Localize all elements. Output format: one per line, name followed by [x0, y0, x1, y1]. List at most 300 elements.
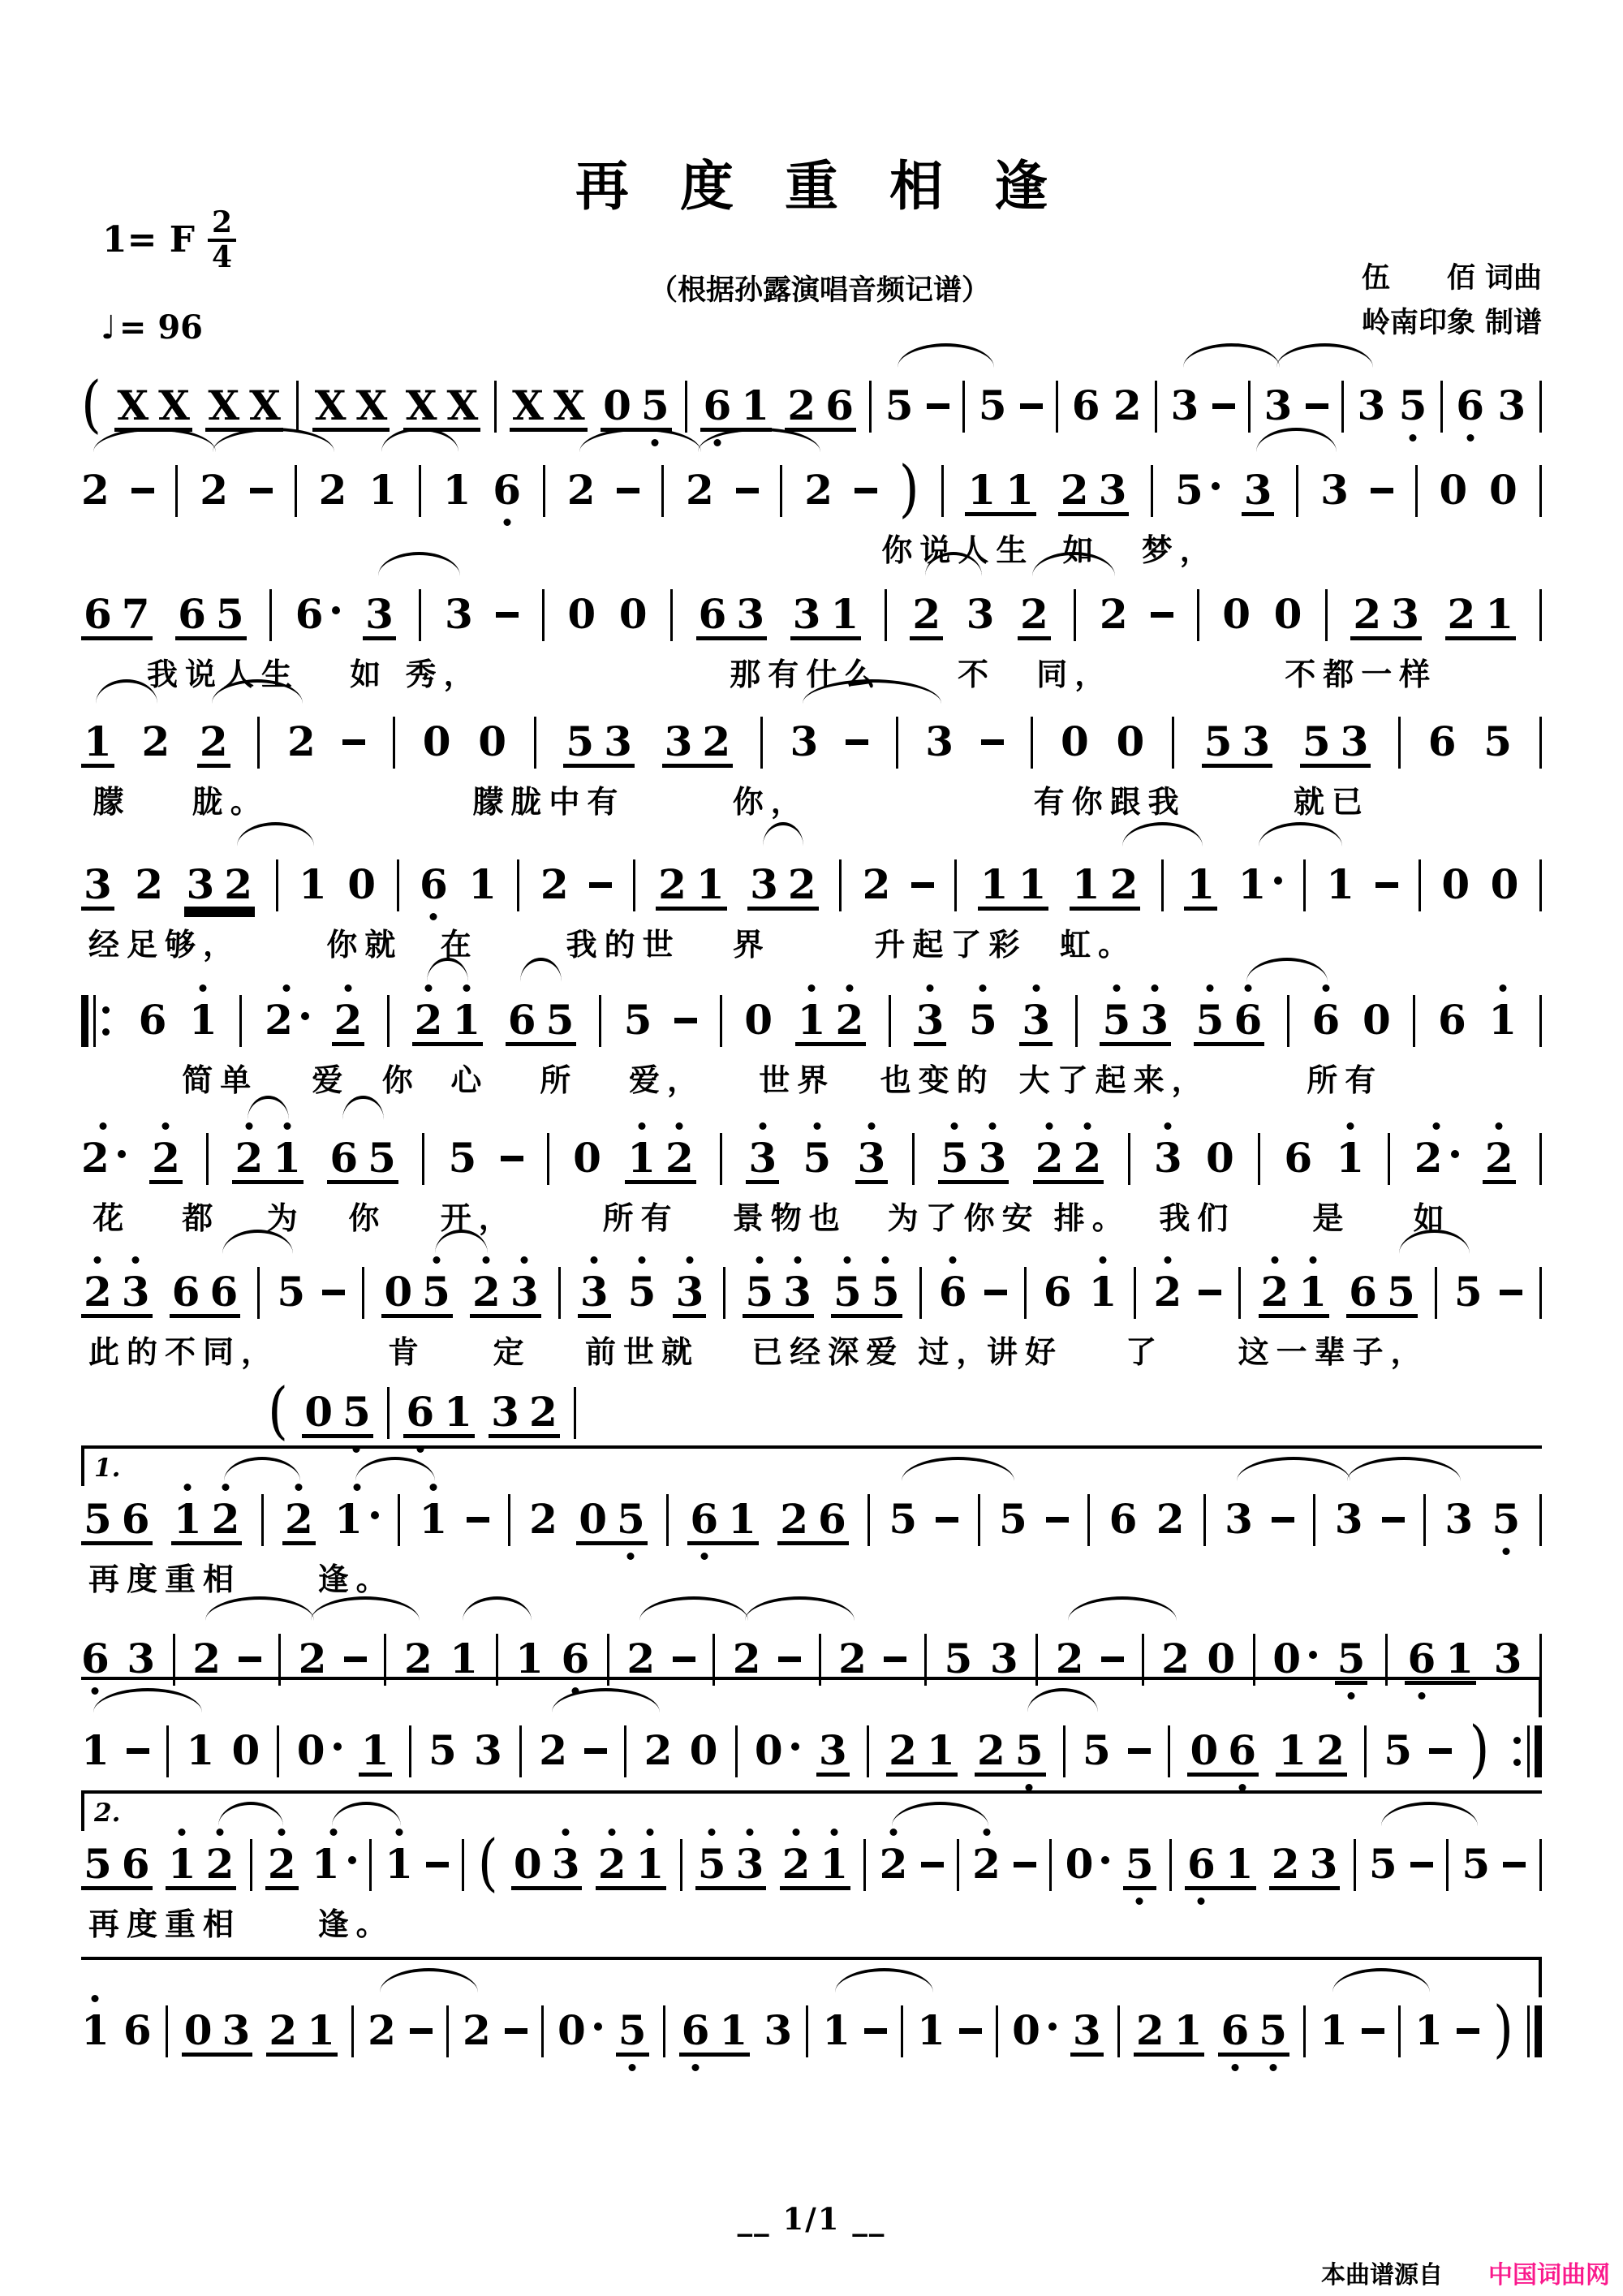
barline	[398, 1494, 400, 1546]
note	[698, 1842, 726, 1886]
augmentation-dot	[1309, 1651, 1317, 1659]
beam-group	[1445, 592, 1517, 640]
note-digit: 3	[748, 1134, 777, 1182]
note-digit: 3	[1022, 996, 1051, 1044]
note-digit: 1	[635, 1840, 665, 1888]
note-digit: 3	[1320, 466, 1349, 514]
beam-group	[81, 860, 114, 911]
octave-dot-below	[1231, 2064, 1238, 2071]
note-digit: 0	[347, 860, 377, 908]
note-digit: 6	[419, 860, 448, 908]
note-digit: 5	[215, 590, 244, 638]
note-digit: 3	[491, 1388, 519, 1436]
barline	[723, 1267, 725, 1319]
note-digit: 1	[334, 1495, 363, 1543]
phrase-paren: )	[1469, 1714, 1490, 1786]
note-digit: 2	[644, 1726, 673, 1774]
note	[222, 2006, 251, 2054]
note	[81, 1637, 110, 1681]
lyric-syllable: 我的世	[566, 926, 681, 963]
note-digit: 5	[566, 717, 595, 765]
note	[1074, 1136, 1102, 1180]
note	[1278, 1726, 1307, 1774]
duration-dash	[1457, 2028, 1479, 2034]
note	[999, 1497, 1027, 1541]
note-digit: 2	[267, 1840, 296, 1888]
note	[1186, 860, 1216, 908]
beam-group	[302, 1390, 373, 1438]
note-digit: 5	[1337, 1635, 1366, 1682]
note-digit: 5	[448, 1134, 477, 1182]
duration-dash	[736, 488, 759, 493]
note	[1454, 1270, 1483, 1314]
beam-group	[1242, 468, 1275, 516]
note	[561, 1637, 589, 1681]
notes-row	[81, 449, 1542, 525]
octave-dot-above	[92, 1995, 99, 2002]
note	[510, 1270, 539, 1314]
octave-dot-above	[867, 1122, 875, 1130]
note	[1020, 592, 1048, 636]
note	[445, 592, 473, 636]
beam-group	[910, 592, 943, 640]
tie-arc	[1276, 343, 1373, 368]
note	[1099, 468, 1127, 512]
beam-group	[1184, 860, 1217, 911]
note-digit: 6	[1311, 996, 1341, 1044]
lyric-syllable: 在	[440, 926, 479, 963]
note	[152, 1136, 180, 1180]
barline	[1539, 589, 1542, 641]
note-digit: X	[355, 381, 388, 429]
lyric-syllable: 前世就	[585, 1333, 700, 1370]
note	[312, 1842, 356, 1886]
octave-dot-above	[162, 1122, 170, 1130]
note-digit: 3	[1098, 466, 1127, 514]
note	[1109, 1497, 1138, 1541]
note-digit: 5	[1102, 996, 1131, 1044]
octave-dot-above	[463, 984, 470, 992]
source-site-link[interactable]: 中国词曲网	[1488, 2261, 1610, 2290]
barline	[1539, 1839, 1542, 1891]
note	[472, 1270, 501, 1314]
note-digit: 6	[938, 1268, 967, 1316]
notes-row	[81, 1709, 1542, 1786]
beam-group	[1019, 998, 1053, 1046]
note-digit: 0	[296, 1726, 325, 1774]
note-digit: 1	[695, 860, 725, 908]
beam-group	[470, 1270, 541, 1318]
barline	[1075, 995, 1078, 1047]
note	[699, 592, 727, 636]
note	[347, 860, 377, 908]
note-digit: X	[314, 381, 347, 429]
lyric-syllable: 排。	[1053, 1200, 1130, 1236]
octave-dot-above	[846, 984, 853, 992]
note-digit: 2	[1316, 1726, 1345, 1774]
note-digit: 6	[121, 1495, 150, 1543]
lyric-syllable: 那有什么	[730, 656, 883, 692]
octave-dot-above	[200, 984, 207, 992]
note-digit: 2	[1161, 1635, 1190, 1682]
note-digit: 3	[1140, 996, 1169, 1044]
octave-dot-above	[830, 1829, 837, 1836]
note	[1310, 1842, 1338, 1886]
notes-row	[81, 1117, 1542, 1185]
note-digit: 2	[205, 1840, 235, 1888]
note-digit: 2	[1153, 1268, 1182, 1316]
barline	[166, 1725, 169, 1777]
note	[231, 1726, 260, 1774]
credit-lyricist-composer: 伍 佰 词曲	[1361, 261, 1542, 295]
note	[365, 592, 394, 636]
lyric-syllable: 再度重相	[88, 1561, 242, 1597]
note-digit: 1	[1005, 466, 1034, 514]
note-digit: 2	[626, 1635, 656, 1682]
note-digit: 2	[265, 996, 293, 1044]
note	[84, 717, 112, 765]
octave-dot-above	[708, 1829, 716, 1836]
duration-dash	[959, 2028, 982, 2034]
barline	[996, 2005, 998, 2057]
note-digit: 6	[1437, 996, 1466, 1044]
lyric-syllable: 我说人生	[147, 656, 300, 692]
note-digit: 2	[781, 1840, 811, 1888]
beam-group	[696, 592, 768, 640]
source-attribution	[1321, 2255, 1610, 2290]
beam-group	[511, 1842, 583, 1890]
note-digit: 5	[1302, 717, 1331, 765]
note	[818, 1497, 846, 1541]
duration-dash	[250, 488, 273, 493]
note	[1261, 1270, 1289, 1314]
note	[748, 1136, 777, 1180]
note-digit: 0	[422, 717, 451, 765]
note	[990, 1637, 1018, 1681]
notes-row	[81, 979, 1542, 1047]
note	[912, 592, 941, 636]
note-digit: 1	[368, 466, 397, 514]
note-digit: 0	[1441, 860, 1470, 908]
note	[84, 1842, 112, 1886]
augmentation-dot	[348, 1856, 356, 1864]
note	[1225, 1497, 1253, 1541]
note-digit: 5	[968, 996, 997, 1044]
notes-row	[81, 1251, 1542, 1319]
note	[686, 468, 714, 512]
note-digit: 3	[915, 996, 945, 1044]
note-digit: 6	[178, 590, 206, 638]
note	[1312, 998, 1341, 1042]
note-digit: 5	[833, 1268, 862, 1316]
duration-dash	[239, 1656, 261, 1662]
lyric-syllable: 如	[1062, 532, 1101, 568]
duration-dash	[1382, 1517, 1405, 1523]
note	[979, 860, 1009, 908]
note	[81, 1726, 110, 1774]
duration-dash	[1500, 1290, 1522, 1295]
note-digit: 0	[1065, 1840, 1094, 1888]
tie-arc	[1399, 1230, 1470, 1254]
note	[628, 1270, 657, 1314]
phrase-paren: (	[268, 1376, 288, 1447]
note	[419, 1497, 447, 1541]
octave-dot-above	[245, 1122, 252, 1130]
note-digit: 6	[1349, 1268, 1377, 1316]
note-digit: 3	[1225, 1495, 1253, 1543]
note	[1489, 468, 1518, 512]
note	[1444, 1497, 1473, 1541]
beam-group	[965, 468, 1036, 516]
note	[736, 1842, 764, 1886]
note	[618, 2006, 647, 2054]
tie-arc	[520, 958, 562, 982]
note-digit: 1	[1225, 1840, 1254, 1888]
tie-arc	[698, 428, 820, 452]
note-digit: X	[208, 381, 240, 429]
note-digit: 0	[744, 996, 773, 1044]
lyrics-line	[81, 1899, 1542, 1940]
note-digit: 5	[84, 1840, 112, 1888]
octave-dot-above	[882, 1256, 889, 1264]
note-digit: X	[512, 381, 544, 429]
note	[508, 998, 536, 1042]
beam-group	[679, 2006, 751, 2057]
note-digit: 5	[697, 1840, 726, 1888]
lyric-syllable: 讲好	[987, 1333, 1064, 1370]
note	[452, 998, 480, 1042]
barline	[1258, 1133, 1260, 1185]
page-number	[0, 2201, 1623, 2237]
octave-dot-above	[295, 1484, 303, 1491]
tie-arc	[342, 1096, 384, 1120]
note-digit: 2	[199, 717, 228, 765]
note	[514, 1842, 542, 1886]
note	[745, 1270, 773, 1314]
beam-group	[489, 1390, 560, 1438]
note	[1427, 717, 1457, 765]
duration-dash	[505, 2028, 527, 2034]
barline	[462, 1839, 464, 1891]
note	[172, 1270, 200, 1314]
note-digit: 1	[979, 860, 1009, 908]
octave-dot-above	[1244, 984, 1251, 992]
octave-dot-above	[429, 1484, 437, 1491]
note-digit: 3	[735, 1840, 764, 1888]
barline	[1325, 589, 1328, 641]
note	[580, 1270, 609, 1314]
barline	[1203, 1494, 1206, 1546]
note-digit: 3	[978, 1134, 1007, 1182]
note	[299, 1637, 327, 1681]
lyric-syllable: 此的不同，	[88, 1333, 280, 1370]
note	[880, 1842, 908, 1886]
music-system	[81, 811, 1542, 963]
barline	[250, 1839, 252, 1891]
note	[450, 1637, 478, 1681]
duration-dash	[1429, 1748, 1452, 1754]
barline	[1388, 1133, 1390, 1185]
duration-dash	[981, 739, 1004, 745]
octave-dot-above	[591, 1256, 598, 1264]
barline	[666, 1494, 669, 1546]
key-signature	[102, 207, 236, 274]
note	[200, 468, 228, 512]
octave-dot-above	[989, 1122, 997, 1130]
note	[1175, 468, 1220, 512]
note-digit: 6	[209, 1268, 239, 1316]
octave-dot-above	[1099, 1256, 1106, 1264]
note	[675, 1270, 704, 1314]
note-digit: 6	[138, 996, 167, 1044]
note-digit: 6	[123, 2006, 152, 2054]
beam-group	[695, 1842, 767, 1890]
note-digit: 6	[1109, 1495, 1138, 1543]
beam-group	[1187, 1726, 1259, 1777]
note-digit: 1	[81, 2006, 110, 2054]
lyric-syllable: 虹。	[1060, 926, 1137, 963]
note-digit: 1	[822, 2006, 850, 2054]
barline	[806, 2005, 808, 2057]
note	[681, 2006, 710, 2054]
duration-dash	[1199, 1290, 1221, 1295]
note-digit: 0	[1190, 1726, 1219, 1774]
time-signature	[208, 207, 236, 274]
note	[798, 998, 826, 1042]
note-digit: 2	[658, 860, 687, 908]
note-digit: 2	[879, 1840, 908, 1888]
note-digit: 2	[1135, 2006, 1165, 2054]
note	[1072, 2006, 1101, 2054]
note-digit: 2	[463, 2006, 491, 2054]
note	[1438, 998, 1466, 1042]
note-digit: 2	[81, 1134, 110, 1182]
lyric-syllable: 爱，	[629, 1062, 706, 1098]
beam-group	[1269, 1842, 1341, 1890]
note-digit: 0	[1205, 1134, 1234, 1182]
note	[1363, 998, 1391, 1042]
tie-arc	[212, 679, 303, 704]
note-digit: 0	[1489, 466, 1518, 514]
music-system	[81, 1790, 1542, 1942]
tie-arc	[898, 343, 994, 368]
note-digit: 1	[741, 381, 770, 429]
note-digit: 5	[1453, 1268, 1483, 1316]
note-digit: 6	[690, 1495, 719, 1543]
notes-row	[81, 1618, 1542, 1686]
lyric-syllable: 逢。	[317, 1906, 394, 1942]
note-digit: 0	[304, 1388, 334, 1436]
beam-group	[1259, 1270, 1330, 1318]
note-digit: 6	[1071, 381, 1100, 429]
barline	[1539, 1133, 1542, 1185]
octave-dot-above	[353, 1484, 360, 1491]
lyric-syllable: 爱	[312, 1062, 351, 1098]
note-digit: 2	[838, 1635, 867, 1682]
beam-group	[625, 1136, 696, 1184]
barline	[1024, 1267, 1027, 1319]
tie-arc	[1256, 428, 1336, 452]
repeat-begin-barline	[81, 995, 116, 1047]
barline	[1087, 1494, 1090, 1546]
lyric-syllable: 你说人生	[881, 532, 1035, 568]
note-digit: 3	[857, 1134, 886, 1182]
note	[976, 1726, 1005, 1774]
lyric-syllable: 就已	[1294, 783, 1371, 820]
barline	[1539, 995, 1542, 1047]
duration-dash	[501, 1156, 523, 1161]
note-digit: 1	[1414, 2006, 1443, 2054]
beam-group	[831, 1270, 902, 1318]
note-digit: 2	[1073, 1134, 1102, 1182]
note-digit: 1	[1173, 2006, 1203, 2054]
octave-dot-above	[1346, 1122, 1354, 1130]
credit-transcriber: 岭南印象 制谱	[1361, 306, 1542, 340]
note-digit: 3	[222, 2006, 251, 2054]
note	[540, 860, 569, 908]
note	[304, 1390, 333, 1434]
barline	[1539, 1494, 1542, 1546]
note-digit: 3	[818, 1726, 847, 1774]
music-system	[81, 1218, 1542, 1370]
barline	[295, 465, 297, 517]
barline	[1168, 1725, 1170, 1777]
note	[979, 1136, 1007, 1180]
note	[552, 1842, 580, 1886]
barline	[624, 1725, 626, 1777]
lyric-syllable: 花	[93, 1200, 131, 1236]
barline	[206, 1133, 209, 1185]
note-digit: 3	[186, 860, 215, 908]
note	[422, 717, 451, 765]
augmentation-dot	[1048, 2022, 1057, 2031]
note	[780, 1497, 808, 1541]
barline	[720, 995, 722, 1047]
barline	[735, 1725, 738, 1777]
lyric-syllable: 你	[348, 1200, 387, 1236]
octave-dot-above	[562, 1829, 570, 1836]
note-digit: 2	[298, 1635, 327, 1682]
beam-group	[816, 1726, 850, 1777]
note-digit: 0	[1439, 466, 1468, 514]
octave-dot-above	[283, 1122, 291, 1130]
duration-dash	[936, 1517, 958, 1523]
note-digit: 5	[1175, 466, 1203, 514]
note	[966, 592, 995, 636]
octave-dot-above	[395, 1829, 403, 1836]
note-digit: 1	[385, 1840, 413, 1888]
octave-dot-above	[1207, 984, 1214, 992]
note	[122, 592, 150, 636]
note-digit: 5	[1203, 717, 1233, 765]
source-prefix: 本曲谱源自	[1321, 2261, 1443, 2290]
barline	[1303, 859, 1306, 911]
note-digit: 2	[141, 717, 170, 765]
barline	[1303, 2005, 1306, 2057]
note	[695, 860, 725, 908]
note-digit: 2	[528, 1388, 558, 1436]
octave-dot-above	[179, 1829, 186, 1836]
octave-dot-above	[222, 1484, 230, 1491]
note	[1492, 1497, 1520, 1541]
note	[1035, 1136, 1064, 1180]
beam-group	[266, 2006, 338, 2057]
beam-group	[777, 1497, 849, 1545]
note-digit: 6	[1284, 1134, 1313, 1182]
lyric-syllable: 不	[958, 656, 997, 692]
duration-dash	[127, 1748, 149, 1754]
note-digit: 5	[745, 1268, 774, 1316]
